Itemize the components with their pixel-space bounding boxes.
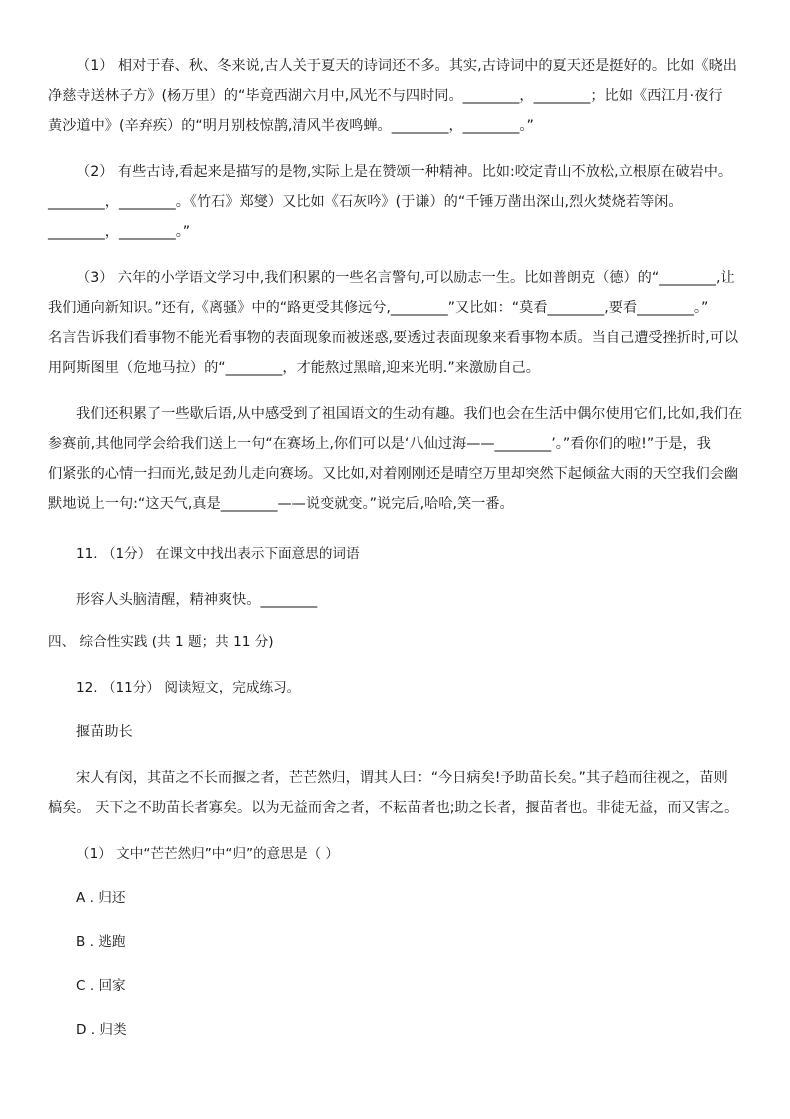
passage-title: 揠苗助长 — [76, 724, 133, 740]
paragraph2-line3: ________，________。” — [48, 224, 191, 240]
paragraph1-line3: 黄沙道中》(辛弃疾）的“明月别枝惊鹊,清风半夜鸣蝉。________，________。” — [48, 118, 534, 134]
paragraph1-line2: 净慈寺送林子方》(杨万里）的“毕竟西湖六月中,风光不与四时同。________，________；比如《西江月·夜行 — [48, 88, 723, 104]
question11-title: 11. （1分） 在课文中找出表示下面意思的词语 — [76, 546, 360, 562]
question11-prompt: 形容人头脑清醒，精神爽快。________ — [76, 592, 318, 608]
paragraph4-line3: 们紧张的心情一扫而光,鼓足劲儿走向赛场。又比如,对着刚刚还是晴空万里却突然下起倾盆大雨的天空我们会幽 — [48, 466, 739, 482]
paragraph3-line4: 用阿斯图里（危地马拉）的“________，才能熬过黑暗,迎来光明.”来激励自己。 — [48, 360, 540, 376]
paragraph3-line2: 我们通向新知识。”还有,《离骚》中的“路更受其修远兮,________”又比如：“莫看________,要看________。” — [48, 300, 709, 316]
option-b[interactable]: B . 逃跑 — [76, 934, 126, 950]
question12-title: 12. （11分） 阅读短文，完成练习。 — [76, 680, 301, 696]
paragraph3-line1: （3） 六年的小学语文学习中,我们积累的一些名言警句,可以励志一生。比如普朗克（德）的“________,让 — [76, 270, 735, 286]
paragraph1-line1: （1） 相对于春、秋、冬来说,古人关于夏天的诗词还不多。其实,古诗词中的夏天还是挺好的。比如《晓出 — [76, 58, 737, 74]
paragraph2-line2: ________，________。《竹石》郑燮）又比如《石灰吟》(于谦）的“千锤万凿出深山,烈火焚烧若等闲。 — [48, 194, 683, 210]
question12-sub1: （1） 文中“芒芒然归”中“归”的意思是（ ） — [76, 846, 339, 862]
section4-title: 四、 综合性实践 (共 1 题；共 11 分) — [48, 634, 274, 650]
paragraph4-line2: 参赛前,其他同学会给我们送上一句“在赛场上,你们可以是‘八仙过海——________’。”看你们的啦!”于是，我 — [48, 436, 711, 452]
paragraph4-line4: 默地说上一句:“这天气,真是________——说变就变。”说完后,哈哈,笑一番。 — [48, 496, 514, 512]
option-d[interactable]: D . 归类 — [76, 1022, 127, 1038]
option-a[interactable]: A . 归还 — [76, 890, 126, 906]
passage-line1: 宋人有闵，其苗之不长而揠之者，芒芒然归，谓其人曰：“今日病矣!予助苗长矣。”其子趋而往视之，苗则 — [76, 770, 728, 786]
passage-line2: 槁矣。 天下之不助苗长者寡矣。以为无益而舍之者，不耘苗者也;助之长者，揠苗者也。非徒无益，而又害之。 — [48, 800, 739, 816]
option-c[interactable]: C . 回家 — [76, 978, 126, 994]
paragraph4-line1: 我们还积累了一些歇后语,从中感受到了祖国语文的生动有趣。我们也会在生活中偶尔使用它们,比如,我们在 — [76, 406, 743, 422]
paragraph2-line1: （2） 有些古诗,看起来是描写的是物,实际上是在赞颂一种精神。比如:咬定青山不放松,立根原在破岩中。 — [76, 164, 733, 180]
paragraph3-line3: 名言告诉我们看事物不能光看事物的表面现象而被迷惑,要透过表面现象来看事物本质。当自己遭受挫折时,可以 — [48, 330, 739, 346]
